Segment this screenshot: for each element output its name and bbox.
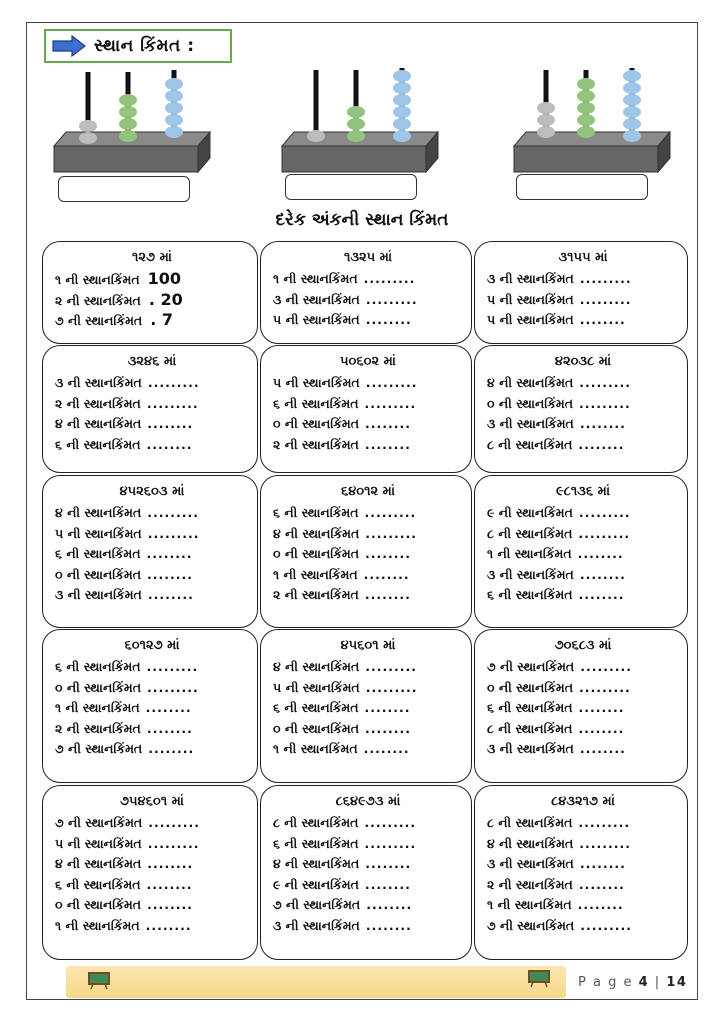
place-value-label: ૬ ની સ્થાનકિંમત (487, 700, 573, 715)
place-value-row (487, 269, 679, 290)
answer-blank[interactable]: ........ (363, 741, 410, 756)
answer-blank[interactable]: ........ (147, 416, 194, 431)
place-value-row (487, 875, 679, 896)
card-number-title: ૫૦૬૦૨ માં (340, 354, 396, 369)
place-value-label: ૫ ની સ્થાનકિંમત (55, 835, 142, 851)
place-value-row (273, 875, 463, 896)
page-word: P a g e (578, 975, 633, 990)
problem-card (260, 629, 472, 783)
place-value-label: ૮ ની સ્થાનકિંમત (487, 815, 573, 830)
answer-blank[interactable]: ......... (578, 815, 631, 830)
answer-blank[interactable]: ........ (579, 416, 626, 431)
section-title: સ્થાન કિંમત : (94, 36, 195, 56)
place-value-row (487, 565, 679, 586)
answer-blank[interactable]: ........ (579, 856, 626, 871)
place-value-row (273, 394, 463, 415)
problem-card (474, 345, 688, 473)
place-value-row (487, 524, 679, 545)
place-value-row (273, 524, 463, 545)
place-value-label: ૦ ની સ્થાનકિંમત (55, 897, 142, 912)
place-value-label: ૬ ની સ્થાનકિંમત (273, 395, 359, 411)
place-value-row (55, 854, 249, 875)
card-number-title: ૮૪૩૨૧૭ માં (551, 794, 615, 809)
place-value-label: ૩ ની સ્થાનકિંમત (487, 271, 574, 286)
place-value-label: ૭ ની સ્થાનકિંમત (487, 917, 575, 933)
answer-blank[interactable]: ........ (148, 741, 195, 756)
answer-blank[interactable]: ........ (578, 436, 625, 452)
chalkboard-icon (88, 972, 110, 990)
place-value-label: ૩ ની સ્થાનકિંમત (487, 566, 574, 582)
card-number-title: ૮૬૪૯૭૩ માં (335, 794, 401, 809)
place-value-label: ૪ ની સ્થાનકિંમત (487, 835, 574, 851)
place-value-label: ૭ ની સ્થાનકિંમત (55, 313, 143, 328)
page-separator: | (654, 975, 661, 990)
place-value-label: ૬ ની સ્થાનકિંમત (273, 505, 359, 520)
answer-box-2[interactable] (285, 174, 417, 200)
place-value-label: ૨ ની સ્થાનકિંમત (273, 587, 359, 602)
place-value-row (273, 813, 463, 834)
place-value-label: ૦ ની સ્થાનકિંમત (273, 416, 360, 431)
answer-blank[interactable]: ......... (146, 395, 199, 411)
place-value-label: ૦ ની સ્થાનકિંમત (55, 679, 142, 695)
place-value-label: ૩ ની સ્થાનકિંમત (55, 587, 142, 602)
place-value-label: ૭ ની સ્થાનકિંમત (55, 741, 143, 756)
place-value-row (55, 875, 249, 896)
place-value-row (273, 854, 463, 875)
place-value-label: ૨ ની સ્થાનકિંમત (55, 720, 141, 736)
place-value-label: ૯ ની સ્થાનકિંમત (487, 505, 573, 520)
place-value-label: ૪ ની સ્થાનકિંમત (273, 856, 360, 871)
place-value-label: ૨ ની સ્થાનકિંમત (55, 395, 141, 411)
answer-blank[interactable]: ........ (364, 700, 411, 715)
place-value-row (273, 269, 463, 290)
place-value-label: ૫ ની સ્થાનકિંમત (273, 375, 360, 390)
place-value-row (273, 435, 463, 456)
problem-card (260, 241, 472, 344)
place-value-row (273, 544, 463, 565)
place-value-label: ૮ ની સ્થાનકિંમત (273, 815, 359, 830)
place-value-label: ૯ ની સ્થાનકિંમત (273, 876, 359, 892)
place-value-row (273, 895, 463, 916)
place-value-label: ૬ ની સ્થાનકિંમત (273, 700, 359, 715)
problem-card (42, 629, 258, 783)
place-value-label: ૬ ની સ્થાનકિંમત (55, 659, 141, 674)
answer-box-3[interactable] (516, 174, 648, 200)
place-value-label: ૩ ની સ્થાનકિંમત (487, 856, 574, 871)
place-value-row (273, 719, 463, 740)
place-value-row (273, 373, 463, 394)
place-value-label: ૪ ની સ્થાનકિંમત (273, 659, 360, 674)
answer-blank[interactable]: ........ (147, 587, 194, 602)
place-value-row (55, 373, 249, 394)
place-value-label: ૮ ની સ્થાનકિંમત (487, 525, 573, 541)
problem-card (260, 785, 472, 960)
answer-blank[interactable]: ........ (577, 897, 624, 912)
place-value-row (55, 895, 249, 916)
place-value-row (55, 585, 249, 606)
place-value-label: ૫ ની સ્થાનકિંમત (487, 312, 574, 327)
place-value-row (55, 678, 249, 699)
answer-blank[interactable]: ........ (578, 876, 625, 892)
page-current: 4 (638, 975, 650, 990)
place-value-row (55, 834, 249, 855)
answer-blank[interactable]: ........ (145, 917, 192, 933)
answer-blank[interactable]: ......... (579, 679, 631, 695)
card-number-title: ૪૨૦૩૮ માં (554, 354, 612, 369)
problem-card (42, 475, 258, 628)
card-number-title: ૯૮૧૩૬ માં (555, 484, 611, 499)
answer-blank[interactable]: ......... (365, 375, 418, 390)
place-value-label: ૫ ની સ્થાનકિંમત (487, 291, 574, 307)
place-value-label: ૩ ની સ્થાનકિંમત (55, 375, 142, 390)
place-value-row (55, 503, 249, 524)
answer-blank[interactable]: ........ (363, 566, 410, 582)
place-value-row (487, 414, 679, 435)
place-value-row (273, 310, 463, 331)
place-value-row (55, 544, 249, 565)
place-value-row (487, 678, 679, 699)
answer-blank[interactable]: ........ (147, 897, 194, 912)
place-value-row (273, 698, 463, 719)
place-value-row (487, 895, 679, 916)
problem-card (474, 785, 688, 960)
place-value-row (273, 414, 463, 435)
place-value-row (55, 310, 249, 331)
answer-value: . 7 (150, 310, 173, 329)
place-value-label: ૦ ની સ્થાનકિંમત (487, 395, 574, 411)
place-value-row (487, 834, 679, 855)
place-value-row (487, 585, 679, 606)
answer-blank[interactable]: ......... (580, 659, 632, 674)
place-value-label: ૪ ની સ્થાનકિંમત (55, 416, 142, 431)
card-number-title: ૪૫૬૦૧ માં (340, 638, 396, 653)
place-value-row (55, 394, 249, 415)
place-value-row (487, 916, 679, 937)
place-value-label: ૩ ની સ્થાનકિંમત (273, 291, 360, 307)
place-value-row (487, 657, 679, 678)
answer-blank[interactable]: ........ (365, 312, 412, 327)
answer-blank[interactable]: ......... (147, 525, 200, 541)
page-total: 14 (666, 975, 688, 990)
answer-blank[interactable]: ........ (364, 587, 411, 602)
place-value-label: ૧ ની સ્થાનકિંમત (55, 917, 140, 933)
place-value-label: ૨ ની સ્થાનકિંમત (487, 876, 573, 892)
problem-card (474, 629, 688, 783)
place-value-label: ૦ ની સ્થાનકિંમત (55, 566, 142, 582)
place-value-label: ૧ ની સ્થાનકિંમત (273, 566, 358, 582)
place-value-label: ૦ ની સ્થાનકિંમત (273, 720, 360, 736)
place-value-row (273, 585, 463, 606)
place-value-label: ૦ ની સ્થાનકિંમત (273, 546, 360, 561)
place-value-label: ૬ ની સ્થાનકિંમત (55, 546, 141, 561)
section-header (44, 29, 232, 63)
place-value-row (55, 435, 249, 456)
answer-blank[interactable]: ........ (146, 546, 193, 561)
card-number-title: ૬૦૧૨૭ માં (124, 638, 180, 653)
place-value-row (55, 524, 249, 545)
answer-blank[interactable]: ........ (146, 876, 193, 892)
place-value-row (487, 544, 679, 565)
problem-card (260, 345, 472, 473)
answer-blank[interactable]: ......... (364, 505, 417, 520)
place-value-row (487, 290, 679, 311)
answer-blank[interactable]: ........ (365, 416, 412, 431)
place-value-row (487, 739, 679, 760)
place-value-label: ૩ ની સ્થાનકિંમત (273, 917, 360, 933)
answer-blank[interactable]: ........ (578, 587, 625, 602)
answer-blank[interactable]: ......... (147, 505, 200, 520)
answer-blank[interactable]: ......... (578, 505, 631, 520)
place-value-label: ૧ ની સ્થાનકિંમત (55, 700, 140, 715)
place-value-row (487, 854, 679, 875)
answer-box-1[interactable] (58, 176, 190, 202)
answer-blank[interactable]: ........ (365, 917, 412, 933)
place-value-label: ૧ ની સ્થાનકિંમત (273, 271, 358, 286)
answer-blank[interactable]: ......... (363, 271, 416, 286)
place-value-label: ૧ ની સ્થાનકિંમત (273, 741, 358, 756)
answer-blank[interactable]: ......... (579, 395, 631, 411)
place-value-row (55, 290, 249, 311)
place-value-label: ૧ ની સ્થાનકિંમત (55, 272, 140, 287)
card-number-title: ૭૫૪૬૦૧ માં (119, 794, 184, 809)
place-value-label: ૩ ની સ્થાનકિંમત (487, 741, 574, 756)
problem-card (42, 785, 258, 960)
place-value-row (487, 394, 679, 415)
place-value-row (487, 310, 679, 331)
card-number-title: ૪૫૨૬૦૩ માં (119, 484, 185, 499)
answer-blank[interactable]: ........ (365, 856, 412, 871)
answer-value: . 20 (148, 289, 183, 309)
problem-card (42, 345, 258, 473)
place-value-label: ૪ ની સ્થાનકિંમત (487, 375, 574, 390)
answer-blank[interactable]: ........ (147, 566, 194, 582)
answer-blank[interactable]: ......... (147, 835, 200, 851)
problem-card (474, 475, 688, 628)
answer-blank[interactable]: ........ (366, 897, 413, 912)
place-value-row (273, 739, 463, 760)
answer-blank[interactable]: ........ (147, 856, 194, 871)
place-value-row (273, 503, 463, 524)
answer-value: 100 (147, 269, 182, 288)
place-value-row (487, 503, 679, 524)
answer-blank[interactable]: ......... (148, 815, 200, 830)
problem-card (474, 241, 688, 344)
place-value-row (55, 813, 249, 834)
card-number-title: ૩૨૪૬ માં (127, 354, 177, 369)
place-value-label: ૭ ની સ્થાનકિંમત (55, 815, 143, 830)
answer-blank[interactable]: ........ (364, 436, 411, 452)
answer-blank[interactable]: ........ (365, 546, 412, 561)
answer-blank[interactable]: ......... (579, 291, 632, 307)
place-value-row (273, 834, 463, 855)
place-value-label: ૪ ની સ્થાનકિંમત (273, 525, 360, 541)
answer-blank[interactable]: ........ (146, 436, 193, 452)
place-value-row (273, 290, 463, 311)
place-value-row (55, 269, 249, 290)
place-value-label: ૫ ની સ્થાનકિંમત (273, 312, 360, 327)
place-value-label: ૫ ની સ્થાનકિંમત (55, 525, 142, 541)
place-value-label: ૭ ની સ્થાનકિંમત (487, 659, 575, 674)
answer-blank[interactable]: ......... (365, 659, 418, 674)
answer-blank[interactable]: ......... (580, 917, 632, 933)
answer-blank[interactable]: ........ (579, 312, 626, 327)
place-value-row (55, 414, 249, 435)
place-value-label: ૬ ની સ્થાનકિંમત (273, 835, 359, 851)
answer-blank[interactable]: ........ (577, 546, 624, 561)
answer-blank[interactable]: ........ (364, 876, 411, 892)
place-value-label: ૩ ની સ્થાનકિંમત (487, 416, 574, 431)
place-value-label: ૧ ની સ્થાનકિંમત (487, 546, 572, 561)
answer-blank[interactable]: ......... (578, 525, 631, 541)
place-value-label: ૪ ની સ્થાનકિંમત (55, 505, 142, 520)
place-value-label: ૬ ની સ્થાનકિંમત (55, 436, 141, 452)
answer-blank[interactable]: ........ (145, 700, 192, 715)
place-value-label: ૧ ની સ્થાનકિંમત (487, 897, 572, 912)
worksheet-subtitle: દરેક અંકની સ્થાન કિંમત (275, 210, 449, 230)
place-value-row (55, 657, 249, 678)
place-value-row (487, 813, 679, 834)
place-value-row (273, 657, 463, 678)
answer-blank[interactable]: ......... (147, 679, 199, 695)
answer-blank[interactable]: ......... (579, 271, 632, 286)
page-number (578, 975, 687, 990)
place-value-row (55, 565, 249, 586)
place-value-label: ૬ ની સ્થાનકિંમત (55, 876, 141, 892)
place-value-row (487, 719, 679, 740)
place-value-label: ૫ ની સ્થાનકિંમત (273, 679, 360, 695)
answer-blank[interactable]: ........ (146, 720, 193, 736)
answer-blank[interactable]: ......... (364, 395, 417, 411)
place-value-label: ૨ ની સ્થાનકિંમત (55, 292, 141, 308)
place-value-label: ૨ ની સ્થાનકિંમત (273, 436, 359, 452)
place-value-row (55, 719, 249, 740)
place-value-row (55, 698, 249, 719)
place-value-row (487, 698, 679, 719)
place-value-row (55, 739, 249, 760)
place-value-row (487, 435, 679, 456)
answer-blank[interactable]: ........ (578, 720, 625, 736)
problem-card (42, 241, 258, 344)
place-value-label: ૮ ની સ્થાનકિંમત (487, 436, 573, 452)
place-value-row (55, 916, 249, 937)
answer-blank[interactable]: ......... (147, 375, 200, 390)
place-value-label: ૮ ની સ્થાનકિંમત (487, 720, 573, 736)
place-value-row (273, 565, 463, 586)
chalkboard-icon (528, 970, 550, 988)
answer-blank[interactable]: ......... (365, 525, 418, 541)
answer-blank[interactable]: ......... (364, 815, 417, 830)
place-value-label: ૭ ની સ્થાનકિંમત (273, 897, 361, 912)
answer-blank[interactable]: ......... (364, 835, 417, 851)
place-value-row (487, 373, 679, 394)
answer-blank[interactable]: ........ (578, 700, 625, 715)
footer-bar (66, 966, 566, 998)
answer-blank[interactable]: ......... (579, 835, 632, 851)
place-value-label: ૦ ની સ્થાનકિંમત (487, 679, 574, 695)
card-number-title: ૧૩૨૫ માં (343, 250, 393, 265)
answer-blank[interactable]: ......... (365, 679, 418, 695)
card-number-title: ૧૨૭ માં (132, 250, 172, 265)
answer-blank[interactable]: ......... (146, 659, 199, 674)
answer-blank[interactable]: ......... (579, 375, 632, 390)
answer-blank[interactable]: ......... (365, 291, 418, 307)
arrow-right-icon (52, 35, 86, 57)
card-number-title: ૬૪૦૧૨ માં (340, 484, 396, 499)
answer-blank[interactable]: ........ (579, 566, 626, 582)
place-value-row (273, 916, 463, 937)
problem-card (260, 475, 472, 628)
answer-blank[interactable]: ........ (365, 720, 412, 736)
place-value-label: ૬ ની સ્થાનકિંમત (487, 587, 573, 602)
place-value-row (273, 678, 463, 699)
card-number-title: ૭૦૬૮૩ માં (554, 638, 612, 653)
answer-blank[interactable]: ........ (579, 741, 626, 756)
card-number-title: ૩૧૫૫ માં (558, 250, 608, 265)
place-value-label: ૪ ની સ્થાનકિંમત (55, 856, 142, 871)
